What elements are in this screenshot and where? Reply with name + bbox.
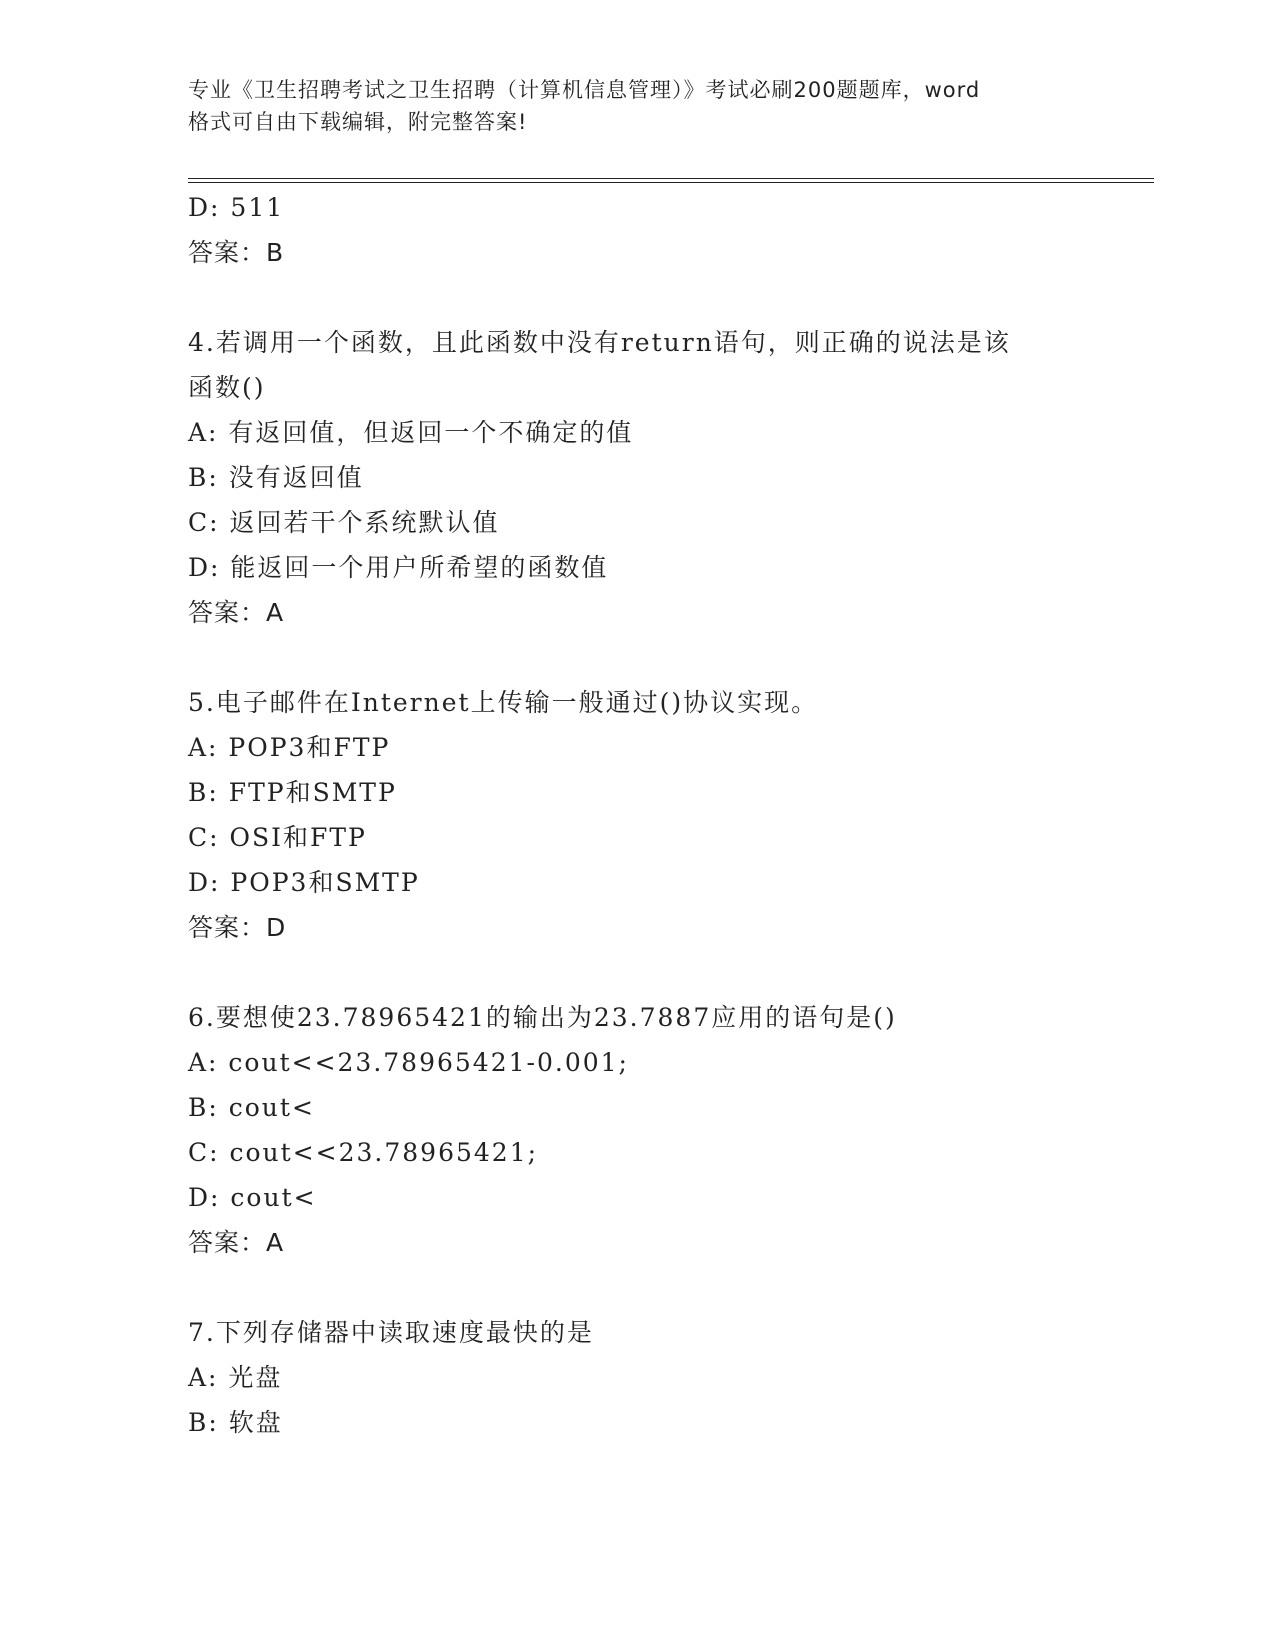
q4-stem-line-1: 4.若调用一个函数，且此函数中没有return语句，则正确的说法是该 bbox=[188, 328, 1011, 357]
q4-answer: 答案：A bbox=[188, 598, 285, 627]
q6-answer: 答案：A bbox=[188, 1228, 285, 1257]
q3-option-d: D: 511 bbox=[188, 193, 285, 222]
document-header bbox=[188, 74, 1108, 138]
q5-option-b: B: FTP和SMTP bbox=[188, 778, 397, 807]
q7-option-b: B: 软盘 bbox=[188, 1408, 283, 1437]
header-title-line-1: 专业《卫生招聘考试之卫生招聘（计算机信息管理）》考试必刷200题题库，word bbox=[188, 78, 981, 102]
q5-option-a: A: POP3和FTP bbox=[188, 733, 391, 762]
q4-option-a: A: 有返回值，但返回一个不确定的值 bbox=[188, 418, 634, 447]
q7-option-a: A: 光盘 bbox=[188, 1363, 283, 1392]
q4-stem-line-2: 函数() bbox=[188, 373, 266, 402]
q6-option-c: C: cout<<23.78965421; bbox=[188, 1138, 539, 1167]
q6-option-b: B: cout< bbox=[188, 1093, 315, 1122]
q4-option-b: B: 没有返回值 bbox=[188, 463, 364, 492]
q6-stem: 6.要想使23.78965421的输出为23.7887应用的语句是() bbox=[188, 1003, 897, 1032]
q4-option-c: C: 返回若干个系统默认值 bbox=[188, 508, 500, 537]
header-divider-bottom bbox=[188, 182, 1154, 183]
q5-option-d: D: POP3和SMTP bbox=[188, 868, 420, 897]
header-title-line-2: 格式可自由下载编辑，附完整答案! bbox=[188, 110, 528, 134]
q5-answer: 答案：D bbox=[188, 913, 287, 942]
q5-stem: 5.电子邮件在Internet上传输一般通过()协议实现。 bbox=[188, 688, 819, 717]
q6-option-d: D: cout< bbox=[188, 1183, 317, 1212]
q5-option-c: C: OSI和FTP bbox=[188, 823, 367, 852]
q6-option-a: A: cout<<23.78965421-0.001; bbox=[188, 1048, 629, 1077]
q4-option-d: D: 能返回一个用户所希望的函数值 bbox=[188, 553, 609, 582]
header-divider-top bbox=[188, 178, 1154, 179]
q3-answer: 答案：B bbox=[188, 238, 285, 267]
q7-stem: 7.下列存储器中读取速度最快的是 bbox=[188, 1318, 594, 1347]
